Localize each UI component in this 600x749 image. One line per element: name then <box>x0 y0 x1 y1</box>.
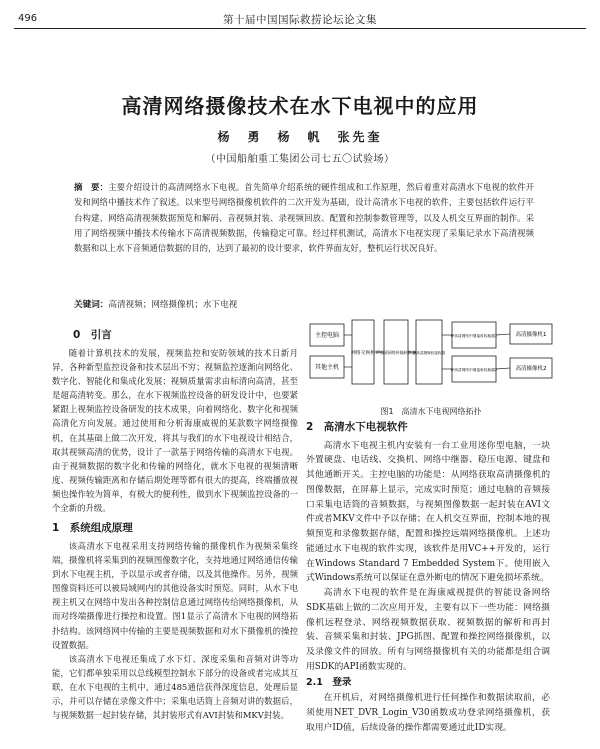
software-paragraph-1: 高清水下电视主机内安装有一台工业用迷你型电脑，一块外置硬盘、电话线、交换机、网络中继器、稳压电源、键盘和其他通断开关。主控电脑的功能是：从网络获取高清摄像机的图像数据，在屏幕上显示，完成实时预览；通过电脑的音频接口采集电话筒的音频数据，与视频图像数据一起封装在AVI文件或者MKV文件中予以存储；在人机交互界面，控制本地的视频预览和录像数据存储，配置和操控远端网络摄像机。上述功能通过水下电视的软件实现，该软件是用VC++开发的，运行在Windows Standard 7 Embedded System下。使用嵌入式Windows系统可以保证在意外断电的情况下避免损坏系统。 <box>306 440 550 584</box>
intro-paragraph: 随着计算机技术的发展，视频监控和安防领域的技术日新月异，各种新型监控设备和技术层出不穷；视频监控逐渐向网络化、数字化、智能化和集成化发展；视频质量需求由标清向高清，甚至是超高清转变。那么，在水下视频监控设备的研发设计中，也要紧紧跟上视频监控设备研发的技术成果，向着网络化、数字化和视频高清化方向发展。通过使用和分析海康威视的某款数字网络摄像机，在其基础上做二次开发，将其与我们的水下电视设计相结合，取其视频高清的优势，设计了一款基于网络传输的高清水下电视。由于视频数据的数字化和传输的网络化，就水下电视的视频清晰度、视频传输距离和存储后期处理等都有很大的提高，终端播放视频也操作较为简单，有极大的便利性，做到水下视频监控设备的一个全新的升级。 <box>52 348 298 513</box>
software-paragraph-2: 高清水下电视的软件是在海康威视提供的智能设备网络SDK基础上做的二次应用开发，主要有以下一些功能：网络摄像机远程登录、网络视频数据获取、视频数据的解析和再封装、音频采集和封装、JPG抓图、配置和操控网络摄像机，以及录像文件的回放。所有与网络摄像机有关的功能都是组合调用SDK的API函数实现的。 <box>306 588 550 672</box>
system-paragraph-2: 该高清水下电视还集成了水下灯、深度采集和音频对讲等功能，它们都单独采用以总线模型控制水下部分的设备或者完成其互联，在水下电视的主机中，通过485通信获得深度信息，处理后显示，并可以存储在录像文件中；采集电话筒上音频对讲的数据后，与视频数据一起封装存储，其封装形式有AVI封装和MKV封装。 <box>52 653 298 721</box>
abstract <box>74 180 534 256</box>
affiliation: （中国船舶重工集团公司七五〇试验场） <box>205 154 395 165</box>
relay1-label: IP高清网络中继接收转换器1 <box>450 334 498 338</box>
camera-receiver-label: IP高清摄像机接收器 <box>413 351 445 355</box>
network-topology-figure <box>306 318 556 404</box>
other-host-label: 其他主机 <box>314 364 340 371</box>
right-column <box>306 420 550 735</box>
abstract-label: 摘 要： <box>74 182 109 192</box>
keywords-label: 关键词： <box>74 300 109 310</box>
paper-title: 高清网络摄像技术在水下电视中的应用 <box>121 94 479 118</box>
cam2-label: 高清摄像机2 <box>515 366 547 372</box>
extender-label: IP高清网络传输转换器 <box>376 350 416 355</box>
cam1-label: 高清摄像机1 <box>515 332 547 338</box>
switch-label: 网络交换机 <box>351 351 375 356</box>
left-column <box>52 328 298 722</box>
section-heading-software: 2 高清水下电视软件 <box>306 421 408 433</box>
system-paragraph-1: 该高清水下电视采用支持网络传输的摄像机作为视频采集终端，摄像机将采集到的视频图像数字化，支持地通过网络通信传输到水下电视主机，予以显示或者存储，以及其他操作。另外，视频图像资料还可以被局域网内的其他设备实时预览。同时，从水下电视主机又在网络中发出各种控制信息通过网络传给网络摄像机，从而对终端摄像进行操控和设置。图1显示了高清水下电视的网络拓扑结构。该网络网中传输的主要是视频数据和对水下摄像机的操控设置数据。 <box>52 541 298 650</box>
journal-title: 第十届中国国际救捞论坛论文集 <box>223 14 377 26</box>
login-paragraph: 在开机后，对网络摄像机进行任何操作和数据读取前，必须使用NET_DVR_Login_V30函数成功登录网络摄像机，获取用户ID值，后续设备的操作都需要通过此ID实现。 <box>306 693 550 733</box>
relay2-label: IP高清网络中继接收转换器2 <box>450 368 498 372</box>
page-header <box>14 4 586 29</box>
authors: 杨 勇 杨 帆 张先奎 <box>217 130 383 144</box>
console-label: 主控电脑 <box>314 332 340 339</box>
keywords <box>74 298 534 310</box>
section-heading-login: 2.1 登录 <box>306 677 352 689</box>
keywords-text: 高清视频；网络摄像机；水下电视 <box>108 300 238 310</box>
figure-caption: 图1 高清水下电视网络拓扑 <box>380 407 482 416</box>
abstract-text: 主要介绍设计的高清网络水下电视。首先简单介绍系统的硬件组成和工作原理，然后着重对高清水下电视的软件开发和网络中播技术作了叙述。以来型号网络摄像机软件的二次开发为基础，设计高清水下电视的软件，主要包括软件运行平台构建、网络高清视频数据预览和解码、音视频封装、录视频回放、配置和控制参数管理等，以及人机交互界面的制作。采用了网络视频中播技术传输水下高清视频数据，传输稳定可靠。经过样机测试，高清水下电视实现了采集记录水下高清视频数据和以上水下音频通信数据的目的，达到了最初的设计要求，软件界面友好，整机运行状况良好。 <box>74 182 535 254</box>
section-heading-system: 1 系统组成原理 <box>52 522 133 535</box>
section-heading-intro: 0 引言 <box>73 329 112 341</box>
page-number: 496 <box>18 13 38 24</box>
